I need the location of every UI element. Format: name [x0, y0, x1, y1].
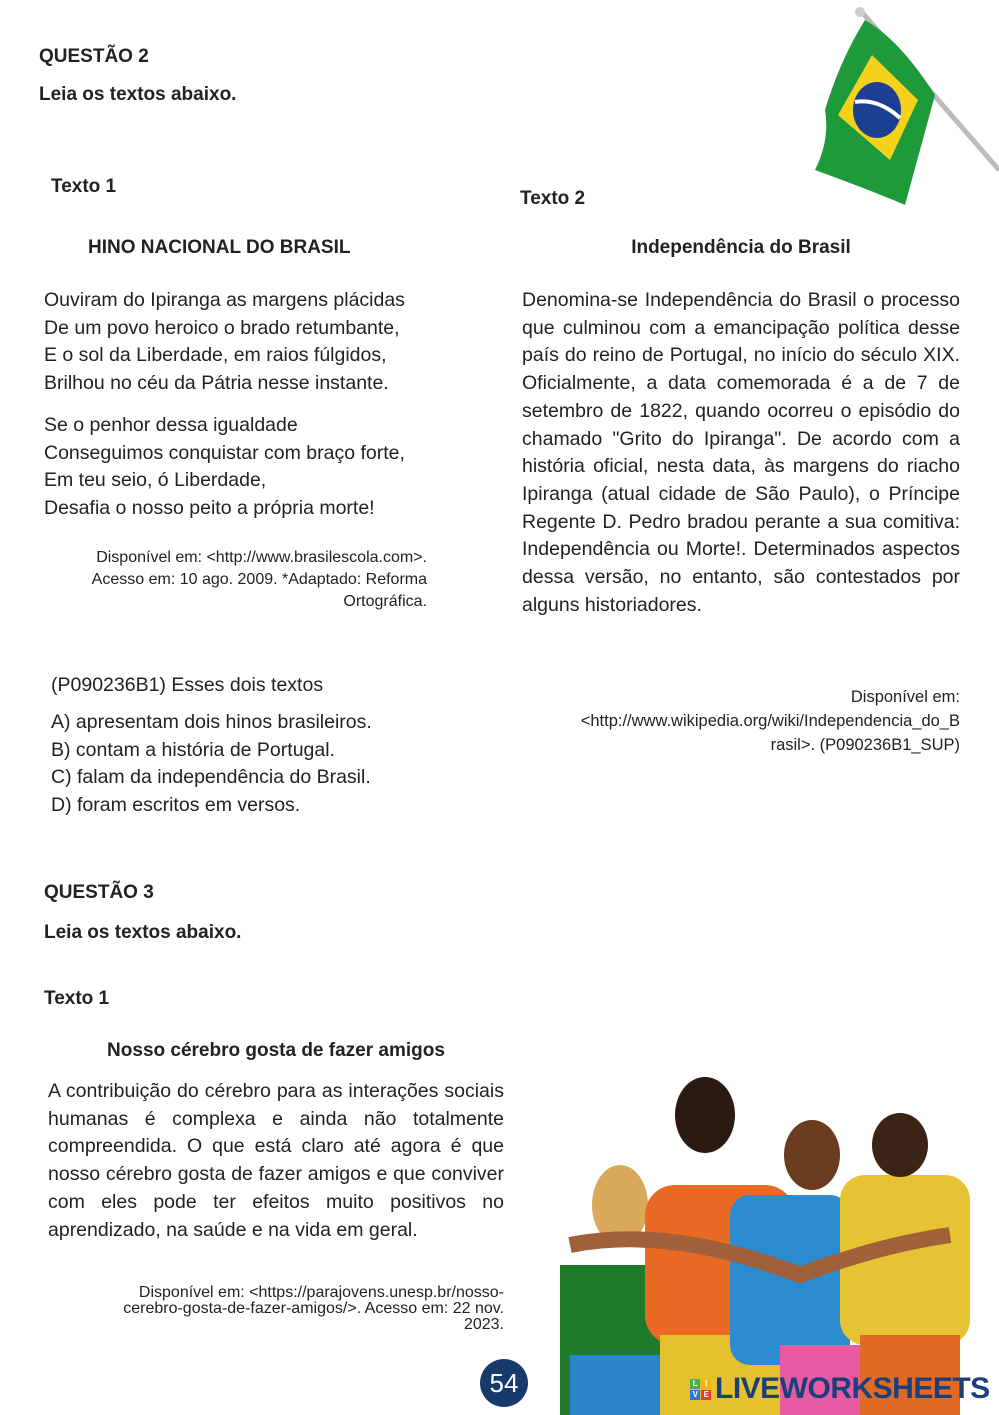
texto2-body: Denomina-se Independência do Brasil o processo que culminou com a emancipação política desse país do reino de Portugal, no início do século XIX. Oficialmente, a data comemorada é a de 7 de setembro de 1822, quando ocorreu o episódio do chamado "Grito do Ipiranga". De acordo com a história oficial, nesta data, às margens do riacho Ipiranga (atual cidade de São Paulo), o Príncipe Regente D. Pedro bradou perante a sua comitiva: Independência ou Morte!. Determinados aspectos dessa versão, no entanto, são contestados por alguns historiadores. — [522, 289, 960, 616]
q3-texto1-label: Texto 1 — [44, 988, 110, 1009]
texto2-label: Texto 2 — [520, 188, 586, 209]
q3-texto1-body: A contribuição do cérebro para as interações sociais humanas é complexa e ainda não totalmente compreendida. O que está claro até agora é que nosso cérebro gosta de fazer amigos e que conviver com eles pode ter efeitos muito positivos no aprendizado, na saúde e na vida em geral. — [48, 1080, 504, 1241]
brazil-flag-illustration — [810, 0, 999, 210]
source-line: Ortográfica. — [343, 593, 427, 610]
verse: Se o penhor dessa igualdade — [44, 414, 298, 436]
question-3-heading: QUESTÃO 3 — [44, 882, 154, 903]
question-3-instruction: Leia os textos abaixo. — [44, 922, 242, 943]
anthem-stanza-2 — [44, 412, 405, 523]
verse: Brilhou no céu da Pátria nesse instante. — [44, 372, 389, 395]
logo-letter: L — [690, 1379, 700, 1389]
verse: E o sol da Liberdade, em raios fúlgidos, — [44, 344, 387, 367]
verse: De um povo heroico o brado retumbante, — [44, 316, 400, 339]
verse: Conseguimos conquistar com braço forte, — [44, 441, 405, 464]
question-2-heading: QUESTÃO 2 — [39, 46, 149, 67]
texto1-source — [40, 547, 427, 613]
q3-texto1-title: Nosso cérebro gosta de fazer amigos — [107, 1040, 445, 1061]
anthem-stanza-1 — [44, 287, 405, 398]
option-b[interactable]: B) contam a história de Portugal. — [51, 738, 335, 761]
liveworksheets-logo-icon — [690, 1379, 711, 1400]
watermark-text: LIVEWORKSHEETS — [715, 1372, 990, 1405]
source-line: cerebro-gosta-de-fazer-amigos/>. Acesso em: 22 nov. — [123, 1300, 504, 1317]
source-line: Disponível em: <http://www.brasilescola.com>. — [96, 549, 427, 566]
source-line: Disponível em: — [850, 688, 960, 706]
option-d[interactable]: D) foram escritos em versos. — [51, 794, 301, 817]
texto1-label: Texto 1 — [51, 176, 117, 197]
page-number: 54 — [480, 1359, 528, 1407]
question-2-instruction: Leia os textos abaixo. — [39, 84, 237, 105]
logo-letter: E — [701, 1390, 711, 1400]
option-c[interactable]: C) falam da independência do Brasil. — [51, 766, 371, 789]
texto1-title: HINO NACIONAL DO BRASIL — [88, 237, 351, 258]
texto2-title: Independência do Brasil — [631, 237, 851, 258]
source-line: 2023. — [463, 1316, 504, 1333]
source-line: <http://www.wikipedia.org/wiki/Independencia_do_B — [580, 712, 960, 730]
q3-texto1-source — [60, 1285, 504, 1333]
verse: Desafia o nosso peito a própria morte! — [44, 497, 375, 520]
logo-letter: V — [690, 1390, 700, 1400]
answer-options — [51, 709, 372, 820]
source-line: Acesso em: 10 ago. 2009. *Adaptado: Reforma — [91, 571, 427, 588]
option-a[interactable]: A) apresentam dois hinos brasileiros. — [51, 711, 372, 733]
logo-letter: I — [701, 1379, 711, 1389]
verse: Em teu seio, ó Liberdade, — [44, 469, 267, 492]
source-line: rasil>. (P090236B1_SUP) — [770, 736, 960, 754]
texto2-source — [510, 685, 960, 757]
verse: Ouviram do Ipiranga as margens plácidas — [44, 289, 405, 311]
question-2-prompt: (P090236B1) Esses dois textos — [51, 674, 324, 696]
liveworksheets-watermark — [690, 1372, 990, 1406]
friends-hugging-illustration — [550, 1075, 990, 1415]
source-line: Disponível em: <https://parajovens.unesp.br/nosso- — [138, 1284, 504, 1301]
